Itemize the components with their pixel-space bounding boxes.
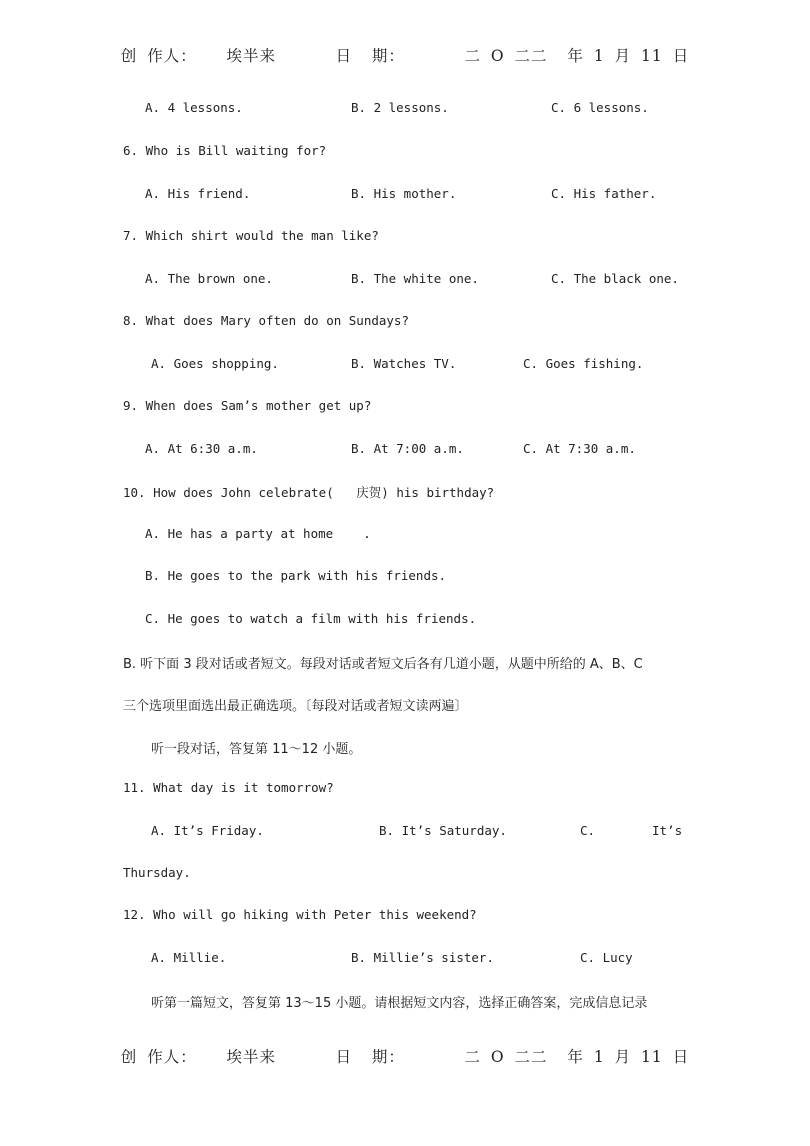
question-10: 10. How does John celebrate( 庆贺) his birthday? xyxy=(123,485,495,500)
q6-option-b: B. His mother. xyxy=(351,186,457,201)
q9-option-b: B. At 7:00 a.m. xyxy=(351,441,464,456)
q7-option-b: B. The white one. xyxy=(351,271,479,286)
q11-option-a: A. It’s Friday. xyxy=(151,823,264,838)
question-7: 7. Which shirt would the man like? xyxy=(123,228,379,243)
question-11: 11. What day is it tomorrow? xyxy=(123,780,334,795)
q8-option-a: A. Goes shopping. xyxy=(151,356,279,371)
page-header: 创 作人： 埃半来 日 期： 二 O 二二 年 1 月 11 日 xyxy=(120,47,690,65)
q6-option-a: A. His friend. xyxy=(145,186,251,201)
q6-option-c: C. His father. xyxy=(551,186,657,201)
q7-option-a: A. The brown one. xyxy=(145,271,273,286)
question-6: 6. Who is Bill waiting for? xyxy=(123,143,327,158)
q10-option-c: C. He goes to watch a film with his friends. xyxy=(145,611,477,626)
q12-option-b: B. Millie’s sister. xyxy=(351,950,494,965)
q8-option-c: C. Goes fishing. xyxy=(523,356,644,371)
section-b-instruction-line1: B. 听下面 3 段对话或者短文。每段对话或者短文后各有几道小题，从题中所给的 A、B、C xyxy=(123,657,643,672)
q10-option-b: B. He goes to the park with his friends. xyxy=(145,568,447,583)
q8-option-b: B. Watches TV. xyxy=(351,356,457,371)
q9-option-a: A. At 6:30 a.m. xyxy=(145,441,258,456)
q5-option-b: B. 2 lessons. xyxy=(351,100,449,115)
question-9: 9. When does Sam’s mother get up? xyxy=(123,398,372,413)
dialog-1-instruction: 听一段对话，答复第 11～12 小题。 xyxy=(151,742,362,757)
q7-option-c: C. The black one. xyxy=(551,271,679,286)
q11-option-c-continuation: Thursday. xyxy=(123,865,191,880)
q5-option-a: A. 4 lessons. xyxy=(145,100,243,115)
passage-1-instruction: 听第一篇短文，答复第 13～15 小题。请根据短文内容，选择正确答案，完成信息记录 xyxy=(151,996,648,1011)
q10-option-a: A. He has a party at home . xyxy=(145,526,371,541)
section-b-instruction-line2: 三个选项里面选出最正确选项。〔每段对话或者短文读两遍〕 xyxy=(123,699,468,714)
q12-option-a: A. Millie. xyxy=(151,950,227,965)
q5-option-c: C. 6 lessons. xyxy=(551,100,649,115)
q11-option-c-text: It’s xyxy=(652,823,683,838)
page-footer: 创 作人： 埃半来 日 期： 二 O 二二 年 1 月 11 日 xyxy=(120,1048,690,1066)
q12-option-c: C. Lucy xyxy=(580,950,633,965)
question-8: 8. What does Mary often do on Sundays? xyxy=(123,313,409,328)
q11-option-b: B. It’s Saturday. xyxy=(379,823,507,838)
question-12: 12. Who will go hiking with Peter this weekend? xyxy=(123,907,477,922)
q11-option-c: C. xyxy=(580,823,596,838)
q9-option-c: C. At 7:30 a.m. xyxy=(523,441,636,456)
